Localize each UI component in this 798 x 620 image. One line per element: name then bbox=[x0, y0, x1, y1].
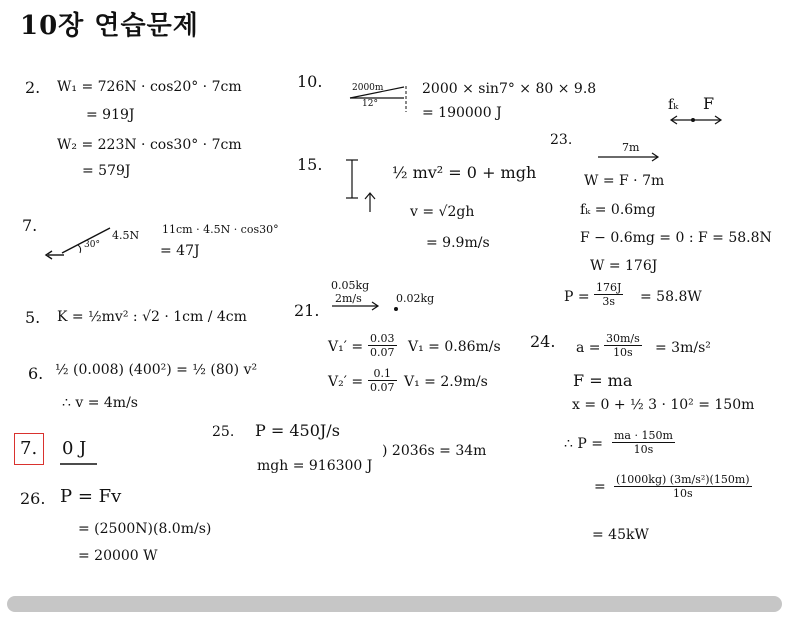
problem-23-line3: F − 0.6mg = 0 : F = 58.8N bbox=[580, 230, 772, 246]
problem-24-power-fraction bbox=[612, 430, 675, 455]
problem-6-result: ∴ v = 4m/s bbox=[62, 395, 138, 411]
problem-23-friction-label: fₖ bbox=[668, 97, 679, 113]
problem-3-angle: 30° bbox=[84, 240, 100, 250]
problem-21-eq2-denominator: 0.07 bbox=[370, 381, 395, 394]
problem-3-result: = 47J bbox=[160, 243, 200, 259]
problem-23-line4: W = 176J bbox=[590, 258, 658, 274]
problem-21-mass2: 0.02kg bbox=[396, 292, 435, 305]
problem-24-distance: x = 0 + ½ 3 · 10² = 150m bbox=[572, 397, 755, 413]
problem-21-eq1-rhs: V₁ = 0.86m/s bbox=[408, 339, 501, 355]
problem-15-number: 15. bbox=[297, 155, 323, 174]
problem-21-eq1-denominator: 0.07 bbox=[370, 346, 395, 359]
problem-3-number: 7. bbox=[22, 216, 38, 235]
problem-24-power2-denominator: 10s bbox=[672, 487, 693, 500]
problem-23-power-numerator: 176J bbox=[596, 281, 622, 294]
problem-7-number: 7. bbox=[20, 438, 38, 459]
problem-24-power-numerator: ma · 150m bbox=[614, 429, 673, 442]
problem-23-power-denominator: 3s bbox=[602, 295, 616, 308]
problem-24-accel-numerator: 30m/s bbox=[606, 332, 640, 345]
problem-23-force-label: F bbox=[703, 94, 715, 113]
problem-23-number: 23. bbox=[550, 132, 573, 148]
problem-10-number: 10. bbox=[297, 72, 323, 91]
problem-21-mass1: 0.05kg bbox=[331, 279, 370, 292]
problem-21-eq1-lhs: V₁′ = bbox=[328, 339, 364, 355]
problem-24-accel-fraction bbox=[604, 333, 642, 358]
page-title: 10장 연습문제 bbox=[20, 11, 199, 41]
problem-15-result: = 9.9m/s bbox=[426, 235, 490, 251]
problem-25-power: P = 450J/s bbox=[255, 421, 340, 440]
problem-5-equation: K = ½mv² : √2 · 1cm / 4cm bbox=[57, 309, 247, 325]
problem-26-equation: P = Fv bbox=[60, 486, 122, 507]
problem-2-w2: W₂ = 223N · cos30° · 7cm bbox=[57, 137, 242, 153]
problem-5-number: 5. bbox=[25, 308, 41, 327]
problem-21-eq2-numerator: 0.1 bbox=[373, 367, 391, 380]
problem-25-mgh: mgh = 916300 J bbox=[257, 458, 373, 474]
problem-24-power-denominator: 10s bbox=[633, 443, 654, 456]
problem-25-result: ) 2036s = 34m bbox=[382, 443, 487, 459]
problem-2-w1: W₁ = 726N · cos20° · 7cm bbox=[57, 79, 242, 95]
problem-21-eq2-lhs: V₂′ = bbox=[328, 374, 364, 390]
problem-26-line2: = (2500N)(8.0m/s) bbox=[78, 521, 212, 537]
problem-2-w2-result: = 579J bbox=[82, 163, 131, 179]
problem-24-power2-fraction bbox=[614, 474, 752, 499]
problem-10-result: = 190000 J bbox=[422, 105, 502, 121]
problem-26-line3: = 20000 W bbox=[78, 548, 158, 564]
problem-15-velocity: v = √2gh bbox=[410, 204, 475, 220]
problem-24-accel-lhs: a = bbox=[576, 340, 601, 356]
problem-10-equation: 2000 × sin7° × 80 × 9.8 bbox=[422, 81, 597, 97]
problem-15-equation: ½ mv² = 0 + mgh bbox=[392, 163, 537, 182]
problem-2-w1-result: = 919J bbox=[86, 107, 135, 123]
problem-2-number: 2. bbox=[25, 78, 41, 97]
problem-24-power2-lhs: = bbox=[594, 479, 606, 495]
problem-23-line2: fₖ = 0.6mg bbox=[580, 202, 656, 218]
problem-3-force: 4.5N bbox=[112, 229, 140, 242]
problem-21-eq2-rhs: V₁ = 2.9m/s bbox=[404, 374, 488, 390]
problem-6-number: 6. bbox=[28, 364, 44, 383]
problem-24-power2-numerator: (1000kg) (3m/s²)(150m) bbox=[616, 473, 750, 486]
problem-25-number: 25. bbox=[212, 424, 235, 440]
problem-21-number: 21. bbox=[294, 301, 320, 320]
problem-24-power-lhs: ∴ P = bbox=[564, 436, 603, 452]
problem-23-power-rhs: = 58.8W bbox=[640, 289, 702, 305]
problem-24-accel-rhs: = 3m/s² bbox=[655, 340, 711, 356]
problem-24-result: = 45kW bbox=[592, 527, 649, 543]
problem-6-equation: ½ (0.008) (400²) = ½ (80) v² bbox=[55, 362, 258, 378]
problem-21-velocity1: 2m/s bbox=[335, 292, 362, 305]
problem-10-distance: 2000m bbox=[352, 83, 384, 93]
problem-24-number: 24. bbox=[530, 332, 556, 351]
problem-10-angle: 12° bbox=[362, 99, 378, 109]
horizontal-scrollbar[interactable] bbox=[7, 596, 782, 612]
problem-23-power-fraction bbox=[594, 282, 623, 307]
problem-23-line1: W = F · 7m bbox=[584, 173, 665, 189]
problem-3-equation: 11cm · 4.5N · cos30° bbox=[162, 223, 279, 236]
problem-23-power-lhs: P = bbox=[564, 289, 590, 305]
problem-24-newton: F = ma bbox=[573, 371, 633, 390]
problem-7-answer: 0 J bbox=[62, 438, 87, 459]
problem-24-accel-denominator: 10s bbox=[613, 346, 633, 359]
problem-21-eq1-numerator: 0.03 bbox=[370, 332, 395, 345]
problem-26-number: 26. bbox=[20, 489, 46, 508]
problem-23-displacement: 7m bbox=[622, 141, 640, 154]
